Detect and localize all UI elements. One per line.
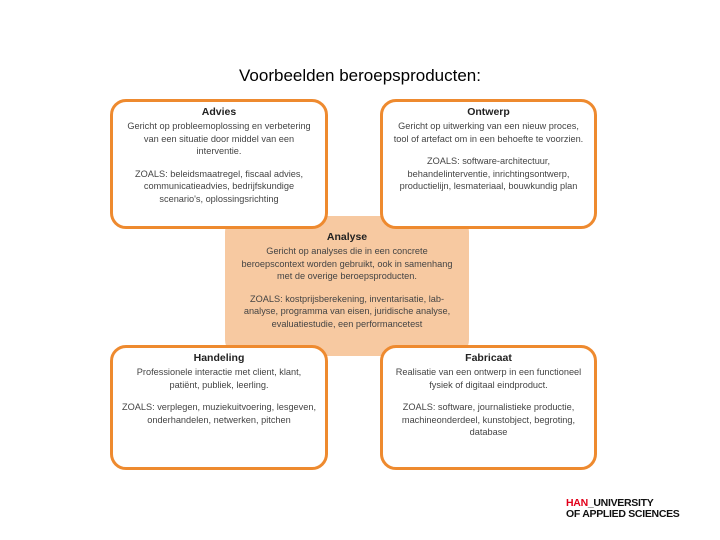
fabricaat-description: Realisatie van een ontwerp in een functioneel fysiek of digitaal eindproduct. [395,367,582,390]
handeling-examples: ZOALS: verplegen, muziekuitvoering, lesgeven, onderhandelen, netwerken, pitchen [121,402,317,425]
fabricaat-examples: ZOALS: software, journalistieke productie, machineonderdeel, kunstobject, begroting, database [401,402,576,437]
advies-description: Gericht op probleemoplossing en verbetering van een situatie door middel van een interventie. [127,121,311,156]
analyse-box [225,216,469,356]
ontwerp-title: Ontwerp [467,106,510,118]
analyse-title: Analyse [326,231,368,243]
logo-brand: HAN [566,497,588,509]
handeling-description: Professionele interactie met client, klant, patiënt, publiek, leerling. [136,367,302,390]
ontwerp-box [380,99,597,229]
handeling-title: Handeling [193,352,245,364]
page-title: Voorbeelden beroepsproducten: [239,66,481,85]
handeling-box [110,345,328,470]
analyse-description: Gericht op analyses die in een concrete beroepscontext worden gebruikt, ook in samenhang met de overige beroepsproducten. [241,246,453,281]
logo-line-2: OF APPLIED SCIENCES [566,508,680,520]
advies-box [110,99,328,229]
fabricaat-title: Fabricaat [465,352,512,364]
ontwerp-examples: ZOALS: software-architectuur, behandelinterventie, inrichtingsontwerp, productielijn, lesmateriaal, bouwkundig plan [399,156,578,191]
advies-examples: ZOALS: beleidsmaatregel, fiscaal advies, communicatieadvies, bedrijfskundige scenario's, oplossingsrichting [134,168,303,204]
han-logo [566,498,680,520]
ontwerp-description: Gericht op uitwerking van een nieuw proces, tool of artefact om in een behoefte te voorzien. [393,121,584,144]
analyse-examples: ZOALS: kostprijsberekening, inventarisatie, lab-analyse, programma van eisen, juridische analyse, evaluatiestudie, een performancetest [243,293,451,329]
logo-university: _UNIVERSITY [587,497,654,509]
fabricaat-box [380,345,597,470]
advies-title: Advies [201,106,237,118]
